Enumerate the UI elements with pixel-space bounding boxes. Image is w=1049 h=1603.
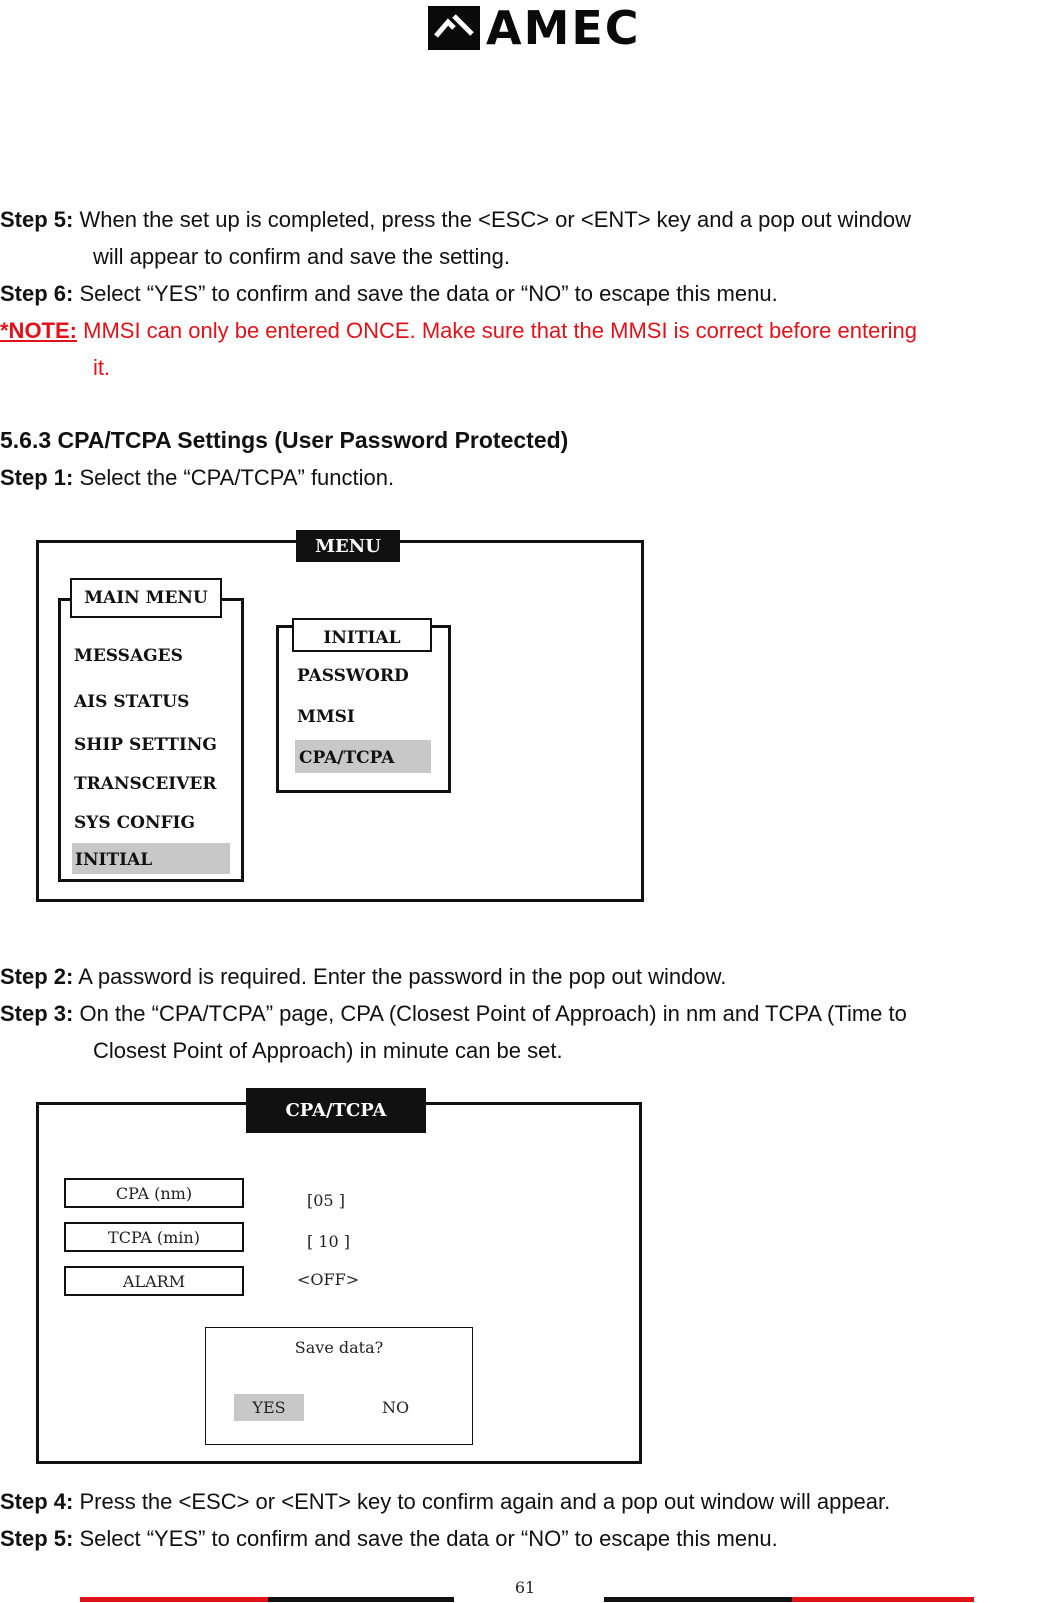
tcpa-value[interactable]: [ 10 ] (307, 1232, 351, 1251)
note-paragraph (0, 318, 917, 344)
menu-item-sys-config[interactable]: SYS CONFIG (74, 813, 196, 833)
submenu-item-mmsi[interactable]: MMSI (297, 707, 355, 727)
amec-logo (428, 1, 641, 55)
menu-item-transceiver[interactable]: TRANSCEIVER (74, 774, 217, 794)
step3-continuation: Closest Point of Approach) in minute can be set. (93, 1038, 563, 1063)
step-text: On the “CPA/TCPA” page, CPA (Closest Point of Approach) in nm and TCPA (Time to (73, 1001, 907, 1026)
tcpa-label-box: TCPA (min) (64, 1222, 244, 1252)
note-text: MMSI can only be entered ONCE. Make sure that the MMSI is correct before entering (77, 318, 918, 343)
step1-paragraph (0, 465, 394, 491)
note-continuation: it. (93, 355, 111, 380)
footer-bar-red-right (792, 1597, 974, 1602)
step6-paragraph (0, 281, 778, 307)
alarm-value[interactable]: <OFF> (297, 1270, 360, 1289)
cpa-value[interactable]: [05 ] (307, 1191, 345, 1210)
cpa-tcpa-title-tab: CPA/TCPA (246, 1088, 426, 1133)
menu-item-initial[interactable]: INITIAL (72, 843, 230, 874)
save-data-prompt: Save data? (294, 1338, 384, 1357)
no-button[interactable]: NO (382, 1398, 410, 1417)
yes-button[interactable]: YES (234, 1394, 304, 1421)
step-label: Step 5: (0, 207, 74, 232)
step-label: Step 3: (0, 1001, 74, 1026)
step3-paragraph (0, 1001, 907, 1027)
initial-submenu-title: INITIAL (292, 618, 432, 652)
step-text: When the set up is completed, press the <ESC> or <ENT> key and a pop out window (73, 207, 912, 232)
amec-logo-icon (428, 6, 480, 50)
alarm-label-box: ALARM (64, 1266, 244, 1296)
step5-paragraph (0, 207, 911, 233)
footer-bar-black-left (268, 1597, 454, 1602)
footer-bar-black-right (604, 1597, 792, 1602)
step-text: Press the <ESC> or <ENT> key to confirm again and a pop out window will appear. (73, 1489, 891, 1514)
submenu-item-cpa-tcpa[interactable]: CPA/TCPA (295, 740, 431, 773)
page-number: 61 (514, 1578, 536, 1597)
note-label: *NOTE: (0, 318, 77, 343)
step-text: Select “YES” to confirm and save the data or “NO” to escape this menu. (73, 281, 778, 306)
submenu-item-password[interactable]: PASSWORD (297, 666, 409, 686)
step-label: Step 4: (0, 1489, 74, 1514)
step-label: Step 1: (0, 465, 74, 490)
cpa-label-box: CPA (nm) (64, 1178, 244, 1208)
step-label: Step 6: (0, 281, 74, 306)
menu-item-ship-setting[interactable]: SHIP SETTING (74, 735, 217, 755)
main-menu-title: MAIN MENU (70, 578, 222, 618)
step-text: A password is required. Enter the password in the pop out window. (73, 964, 727, 989)
section-heading: 5.6.3 CPA/TCPA Settings (User Password Protected) (0, 427, 569, 453)
footer-bar-red-left (80, 1597, 268, 1602)
step2-paragraph (0, 964, 726, 990)
step5-final-paragraph (0, 1526, 778, 1552)
step-label: Step 5: (0, 1526, 74, 1551)
menu-item-messages[interactable]: MESSAGES (74, 646, 183, 666)
step-label: Step 2: (0, 964, 74, 989)
menu-title-tab: MENU (296, 530, 400, 562)
step5-continuation: will appear to confirm and save the setting. (93, 244, 511, 269)
step-text: Select the “CPA/TCPA” function. (73, 465, 395, 490)
logo-text: AMEC (486, 1, 641, 55)
step4-paragraph (0, 1489, 890, 1515)
step-text: Select “YES” to confirm and save the data or “NO” to escape this menu. (73, 1526, 778, 1551)
menu-item-ais-status[interactable]: AIS STATUS (74, 692, 190, 712)
